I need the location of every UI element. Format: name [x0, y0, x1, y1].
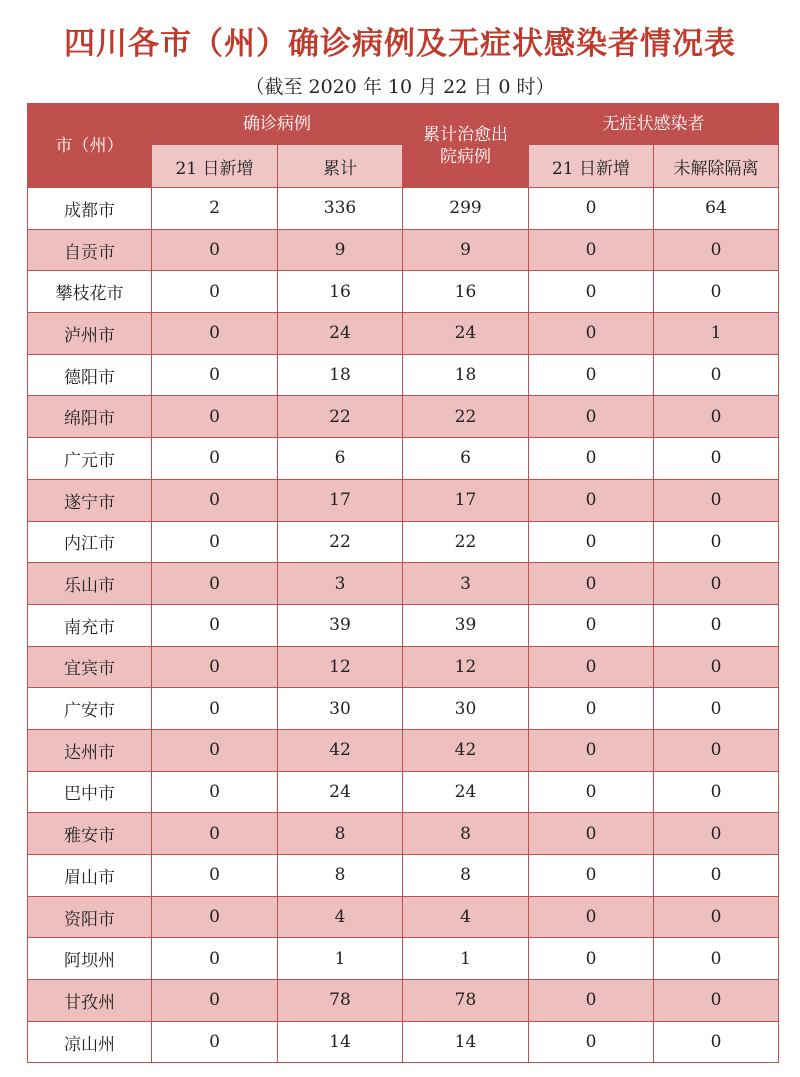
cell-confirmed-new: 0: [152, 813, 278, 855]
cell-asym-isolation: 0: [654, 938, 779, 980]
header-confirmed-group: 确诊病例: [152, 104, 403, 145]
cell-confirmed-total: 17: [278, 479, 403, 521]
table-row: [28, 1021, 779, 1063]
cell-cured: 30: [403, 688, 529, 730]
cell-asym-new: 0: [529, 188, 654, 230]
cell-asym-new: 0: [529, 813, 654, 855]
header-city: 市（州）: [28, 104, 152, 188]
cell-cured: 16: [403, 271, 529, 313]
cell-asym-new: 0: [529, 563, 654, 605]
cell-cured: 14: [403, 1021, 529, 1063]
cell-confirmed-new: 2: [152, 188, 278, 230]
table-row: [28, 479, 779, 521]
table-row: [28, 313, 779, 355]
cell-confirmed-new: 0: [152, 604, 278, 646]
cell-asym-isolation: 0: [654, 646, 779, 688]
cell-city: 巴中市: [28, 771, 152, 813]
cell-asym-isolation: 0: [654, 896, 779, 938]
cell-confirmed-total: 1: [278, 938, 403, 980]
cell-asym-isolation: 0: [654, 729, 779, 771]
page-subtitle: （截至 2020 年 10 月 22 日 0 时）: [245, 76, 555, 98]
cell-cured: 78: [403, 980, 529, 1022]
header-confirmed-total: 累计: [278, 145, 403, 188]
table-row: [28, 521, 779, 563]
cell-city: 凉山州: [28, 1021, 152, 1063]
cell-confirmed-new: 0: [152, 563, 278, 605]
cell-confirmed-total: 24: [278, 313, 403, 355]
cell-asym-isolation: 0: [654, 688, 779, 730]
cell-cured: 8: [403, 813, 529, 855]
cell-asym-new: 0: [529, 313, 654, 355]
cell-cured: 1: [403, 938, 529, 980]
cell-asym-isolation: 0: [654, 354, 779, 396]
cell-confirmed-new: 0: [152, 354, 278, 396]
cell-asym-isolation: 0: [654, 980, 779, 1022]
cell-asym-new: 0: [529, 438, 654, 480]
cell-asym-new: 0: [529, 396, 654, 438]
cell-city: 广安市: [28, 688, 152, 730]
cell-confirmed-new: 0: [152, 688, 278, 730]
page-title: 四川各市（州）确诊病例及无症状感染者情况表: [64, 26, 736, 62]
cell-confirmed-new: 0: [152, 438, 278, 480]
cell-asym-new: 0: [529, 1021, 654, 1063]
cell-asym-new: 0: [529, 646, 654, 688]
cell-cured: 12: [403, 646, 529, 688]
cell-city: 雅安市: [28, 813, 152, 855]
cell-cured: 39: [403, 604, 529, 646]
cell-cured: 4: [403, 896, 529, 938]
cell-asym-isolation: 1: [654, 313, 779, 355]
table-row: [28, 688, 779, 730]
table-header: [28, 104, 779, 188]
header-cured: 累计治愈出院病例: [403, 104, 529, 188]
cell-cured: 22: [403, 521, 529, 563]
table-body: [28, 188, 779, 1063]
header-confirmed-new: 21 日新增: [152, 145, 278, 188]
table-row: [28, 896, 779, 938]
header-asymptomatic-group: 无症状感染者: [529, 104, 779, 145]
cell-asym-new: 0: [529, 688, 654, 730]
cell-confirmed-new: 0: [152, 313, 278, 355]
cell-cured: 299: [403, 188, 529, 230]
cell-asym-new: 0: [529, 479, 654, 521]
cell-confirmed-total: 22: [278, 521, 403, 563]
table-row: [28, 354, 779, 396]
table-row: [28, 855, 779, 897]
cell-cured: 3: [403, 563, 529, 605]
cell-asym-isolation: 0: [654, 479, 779, 521]
cell-city: 南充市: [28, 604, 152, 646]
cell-asym-new: 0: [529, 771, 654, 813]
cell-cured: 42: [403, 729, 529, 771]
cell-asym-isolation: 0: [654, 521, 779, 563]
cell-confirmed-total: 39: [278, 604, 403, 646]
cell-city: 攀枝花市: [28, 271, 152, 313]
cell-asym-isolation: 0: [654, 604, 779, 646]
cell-city: 眉山市: [28, 855, 152, 897]
cell-confirmed-total: 78: [278, 980, 403, 1022]
cell-city: 自贡市: [28, 229, 152, 271]
header-asym-new: 21 日新增: [529, 145, 654, 188]
cell-confirmed-new: 0: [152, 479, 278, 521]
cell-confirmed-total: 42: [278, 729, 403, 771]
table-row: [28, 563, 779, 605]
cell-asym-new: 0: [529, 729, 654, 771]
cell-cured: 22: [403, 396, 529, 438]
cell-confirmed-new: 0: [152, 855, 278, 897]
cell-asym-new: 0: [529, 354, 654, 396]
table-row: [28, 396, 779, 438]
cell-asym-new: 0: [529, 521, 654, 563]
cell-asym-new: 0: [529, 229, 654, 271]
cell-city: 泸州市: [28, 313, 152, 355]
cell-cured: 24: [403, 313, 529, 355]
cell-city: 阿坝州: [28, 938, 152, 980]
cell-asym-new: 0: [529, 896, 654, 938]
cell-confirmed-total: 3: [278, 563, 403, 605]
table-row: [28, 229, 779, 271]
cell-cured: 17: [403, 479, 529, 521]
cell-confirmed-new: 0: [152, 521, 278, 563]
cell-confirmed-total: 18: [278, 354, 403, 396]
cell-confirmed-total: 30: [278, 688, 403, 730]
cell-asym-new: 0: [529, 604, 654, 646]
table-row: [28, 438, 779, 480]
cell-city: 达州市: [28, 729, 152, 771]
cell-confirmed-total: 4: [278, 896, 403, 938]
cell-city: 德阳市: [28, 354, 152, 396]
cell-city: 遂宁市: [28, 479, 152, 521]
cell-asym-isolation: 0: [654, 271, 779, 313]
cell-city: 成都市: [28, 188, 152, 230]
cell-confirmed-new: 0: [152, 980, 278, 1022]
table-row: [28, 980, 779, 1022]
cell-confirmed-new: 0: [152, 896, 278, 938]
cell-cured: 24: [403, 771, 529, 813]
cell-cured: 6: [403, 438, 529, 480]
cell-asym-isolation: 0: [654, 1021, 779, 1063]
cell-asym-isolation: 0: [654, 771, 779, 813]
cell-cured: 9: [403, 229, 529, 271]
cell-asym-new: 0: [529, 271, 654, 313]
cell-confirmed-new: 0: [152, 938, 278, 980]
cell-asym-isolation: 0: [654, 396, 779, 438]
cell-confirmed-total: 12: [278, 646, 403, 688]
table-row: [28, 188, 779, 230]
cell-confirmed-new: 0: [152, 396, 278, 438]
cell-city: 乐山市: [28, 563, 152, 605]
table-row: [28, 938, 779, 980]
cell-city: 广元市: [28, 438, 152, 480]
table-row: [28, 813, 779, 855]
table-row: [28, 271, 779, 313]
table-row: [28, 604, 779, 646]
cell-confirmed-total: 24: [278, 771, 403, 813]
cell-asym-isolation: 0: [654, 855, 779, 897]
cell-city: 绵阳市: [28, 396, 152, 438]
header-asym-isolation: 未解除隔离: [654, 145, 779, 188]
cell-cured: 8: [403, 855, 529, 897]
cell-confirmed-new: 0: [152, 229, 278, 271]
cell-confirmed-total: 8: [278, 855, 403, 897]
cell-asym-isolation: 0: [654, 438, 779, 480]
table-row: [28, 771, 779, 813]
cell-confirmed-total: 6: [278, 438, 403, 480]
cell-cured: 18: [403, 354, 529, 396]
cell-confirmed-new: 0: [152, 646, 278, 688]
cell-confirmed-new: 0: [152, 771, 278, 813]
cell-confirmed-new: 0: [152, 1021, 278, 1063]
cell-confirmed-total: 8: [278, 813, 403, 855]
cell-confirmed-total: 336: [278, 188, 403, 230]
cell-confirmed-total: 14: [278, 1021, 403, 1063]
cell-confirmed-total: 16: [278, 271, 403, 313]
cell-confirmed-total: 22: [278, 396, 403, 438]
cell-confirmed-new: 0: [152, 729, 278, 771]
cell-asym-isolation: 64: [654, 188, 779, 230]
cell-city: 甘孜州: [28, 980, 152, 1022]
cell-confirmed-total: 9: [278, 229, 403, 271]
cell-confirmed-new: 0: [152, 271, 278, 313]
table-row: [28, 729, 779, 771]
cell-asym-new: 0: [529, 938, 654, 980]
cell-city: 资阳市: [28, 896, 152, 938]
cell-asym-new: 0: [529, 980, 654, 1022]
cell-asym-isolation: 0: [654, 813, 779, 855]
cell-asym-isolation: 0: [654, 563, 779, 605]
cell-asym-new: 0: [529, 855, 654, 897]
table-row: [28, 646, 779, 688]
cell-city: 内江市: [28, 521, 152, 563]
cell-asym-isolation: 0: [654, 229, 779, 271]
cell-city: 宜宾市: [28, 646, 152, 688]
data-table: [27, 103, 779, 1063]
